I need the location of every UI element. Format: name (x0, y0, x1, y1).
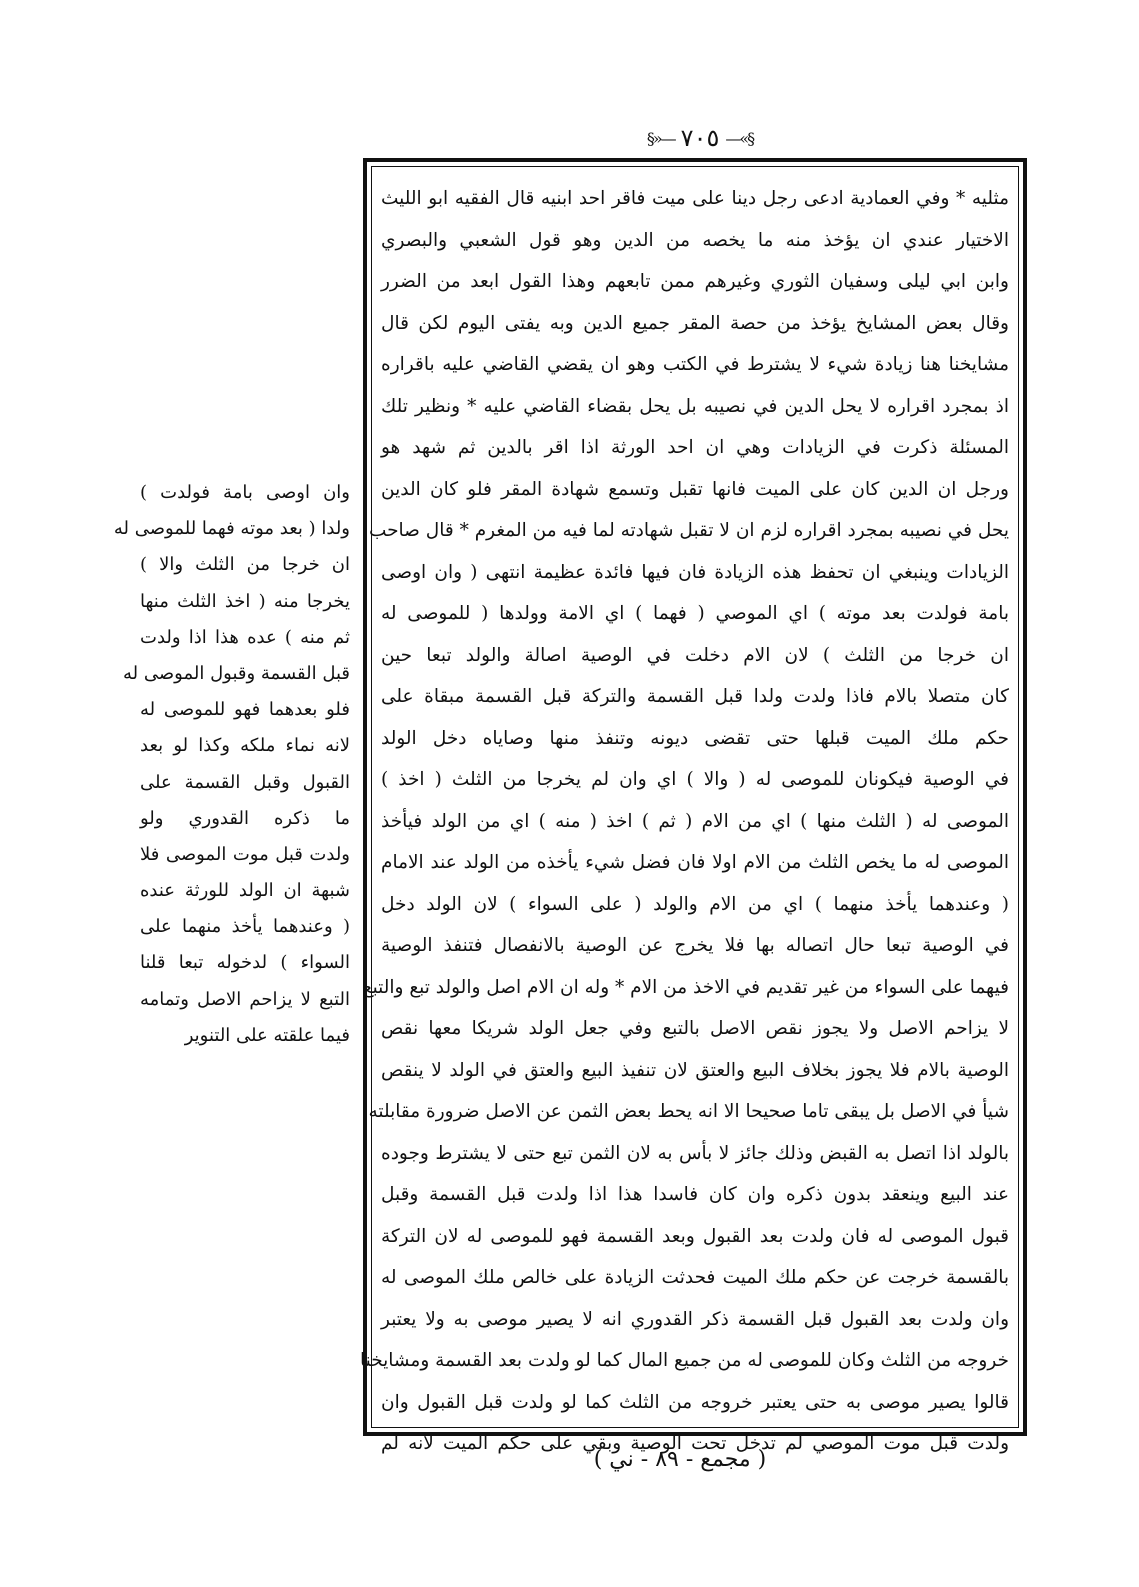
main-text-line: الاختيار عندي ان يؤخذ منه ما يخصه من الدين وهو قول الشعبي والبصري (381, 229, 1009, 251)
main-text-line: ( وعندهما يأخذ منهما ) اي من الام والولد ( على السواء ) لان الولد دخل (381, 893, 1009, 915)
main-text-frame (359, 158, 1027, 1454)
margin-text-line: ما ذكره القدوري ولو (140, 807, 350, 829)
main-text-line: الوصية بالام فلا يجوز بخلاف البيع والعتق لان تنفيذ البيع والعتق في الولد لا ينقص (381, 1059, 1009, 1081)
main-text-line: وان ولدت بعد القبول قبل القسمة ذكر القدوري انه لا يصير موصى به ولا يعتبر (381, 1308, 1009, 1330)
main-text-line: في الوصية تبعا حال اتصاله بها فلا يخرج عن الوصية بالانفصال فتنفذ الوصية (381, 935, 1009, 956)
margin-text-line: القبول وقبل القسمة على (140, 771, 350, 793)
main-text-line: بامة فولدت بعد موته ) اي الموصي ( فهما ) اي الامة وولدها ( للموصى له (381, 603, 1009, 624)
main-text-line: اذ بمجرد اقراره لا يحل الدين في نصيبه بل يحل بقضاء القاضي عليه * ونظير تلك (381, 395, 1009, 417)
main-text-line: كان متصلا بالام فاذا ولدت ولدا قبل القسمة والتركة قبل القسمة مبقاة على (381, 686, 1009, 707)
main-text-line: بالقسمة خرجت عن حكم ملك الميت فحدثت الزيادة على خالص ملك الموصى له (381, 1267, 1009, 1288)
main-text-body (359, 178, 1009, 1454)
margin-text-line: فلو بعدهما فهو للموصى له (140, 699, 350, 721)
main-text-line: شيأ في الاصل بل يبقى تاما صحيحا الا انه يحط بعض الثمن عن الاصل ضرورة مقابلته (368, 1101, 1009, 1122)
margin-text-line: يخرجا منه ( اخذ الثلث منها (140, 590, 350, 612)
page-number-header (610, 120, 790, 156)
main-text-line: فيهما على السواء من غير تقديم في الاخذ من الام * وله ان الام اصل والولد تبع والتبع (362, 976, 1009, 998)
main-text-line: قبول الموصى له فان ولدت بعد القبول وبعد القسمة فهو للموصى له لان التركة (381, 1225, 1009, 1247)
main-text-line: حكم ملك الميت قبلها حتى تقضى ديونه وتنفذ منها وصاياه دخل الولد (381, 727, 1009, 749)
main-text-line: الموصى له ما يخص الثلث من الام اولا فان فضل شيء يأخذه من الولد عند الامام (381, 852, 1009, 873)
main-text-line: ورجل ان الدين كان على الميت فانها تقبل وتسمع شهادة المقر فلو كان الدين (381, 478, 1009, 500)
main-text-line: يحل في نصيبه بمجرد اقراره لزم ان لا تقبل شهادته لما فيه من المغرم * قال صاحب (368, 520, 1009, 541)
main-text-line: ولدت قبل موت الموصي لم تدخل تحت الوصية وبقي على حكم الميت لانه لم (381, 1433, 1009, 1454)
margin-text-line: التبع لا يزاحم الاصل وتمامه (140, 988, 350, 1010)
main-text-line: ان خرجا من الثلث ) لان الام دخلت في الوصية اصالة والولد تبعا حين (381, 644, 1009, 666)
signature-mark: ( مجمع - ٨٩ - ني ) (593, 1447, 767, 1472)
ornament-right-icon: §»— (725, 128, 754, 148)
margin-text-line: وان اوصى بامة فولدت ) (140, 482, 350, 503)
margin-text-line: ولدا ( بعد موته فهما للموصى له (113, 518, 350, 540)
margin-text-line: السواء ) لدخوله تبعا قلنا (140, 952, 350, 974)
main-text-line: عند البيع وينعقد بدون ذكره وان كان فاسدا هذا اذا ولدت قبل القسمة وقبل (381, 1184, 1009, 1205)
margin-text-line: ان خرجا من الثلث والا ) (140, 554, 350, 576)
main-text-line: الموصى له ( الثلث منها ) اي من الام ( ثم ) اخذ ( منه ) اي من الولد فيأخذ (381, 810, 1009, 832)
main-text-line: مشايخنا هنا زيادة شيء لا يشترط في الكتب وهو ان يقضي القاضي عليه باقراره (381, 354, 1009, 375)
main-text-line: وقال بعض المشايخ يؤخذ من حصة المقر جميع الدين وبه يفتى اليوم لكن قال (381, 312, 1009, 334)
main-text-line: المسئلة ذكرت في الزيادات وهي ان احد الورثة اذا اقر بالدين ثم شهد هو (381, 437, 1009, 458)
main-text-line: بالولد اذا اتصل به القبض وذلك جائز لا بأس به لان الثمن تبع حتى لا يشترط وجوده (381, 1142, 1009, 1164)
margin-text-line: لانه نماء ملكه وكذا لو بعد (140, 735, 350, 757)
main-text-line: في الوصية فيكونان للموصى له ( والا ) اي وان لم يخرجا من الثلث ( اخذ ) (381, 769, 1009, 790)
margin-text-line: فيما علقته على التنوير (184, 1024, 350, 1046)
margin-text-line: ثم منه ) عده هذا اذا ولدت (140, 626, 350, 648)
margin-text-line: شبهة ان الولد للورثة عنده (140, 880, 350, 902)
page-number: ٧٠٥ (680, 124, 720, 152)
margin-commentary (113, 475, 350, 1054)
margin-text-line: قبل القسمة وقبول الموصى له (123, 662, 350, 684)
main-text-line: خروجه من الثلث وكان للموصى له من جميع المال كما لو ولدت بعد القسمة ومشايخنا (359, 1350, 1009, 1371)
main-text-line: مثليه * وفي العمادية ادعى رجل دينا على ميت فاقر احد ابنيه قال الفقيه ابو الليث (381, 188, 1009, 209)
ornament-left-icon: —«§ (646, 128, 675, 148)
main-text-line: قالوا يصير موصى به حتى يعتبر خروجه من الثلث كما لو ولدت قبل القبول وان (381, 1391, 1009, 1413)
margin-text-line: ولدت قبل موت الموصى فلا (140, 843, 350, 865)
main-text-line: لا يزاحم الاصل ولا يجوز نقص الاصل بالتبع وفي جعل الولد شريكا معها نقص (381, 1018, 1009, 1039)
main-text-line: الزيادات وينبغي ان تحفظ هذه الزيادة فان فيها فائدة عظيمة انتهى ( وان اوصى (381, 561, 1009, 583)
main-text-line: وابن ابي ليلى وسفيان الثوري وغيرهم ممن تابعهم وهذا القول ابعد من الضرر (381, 271, 1009, 292)
margin-text-line: ( وعندهما يأخذ منهما على (140, 916, 350, 938)
